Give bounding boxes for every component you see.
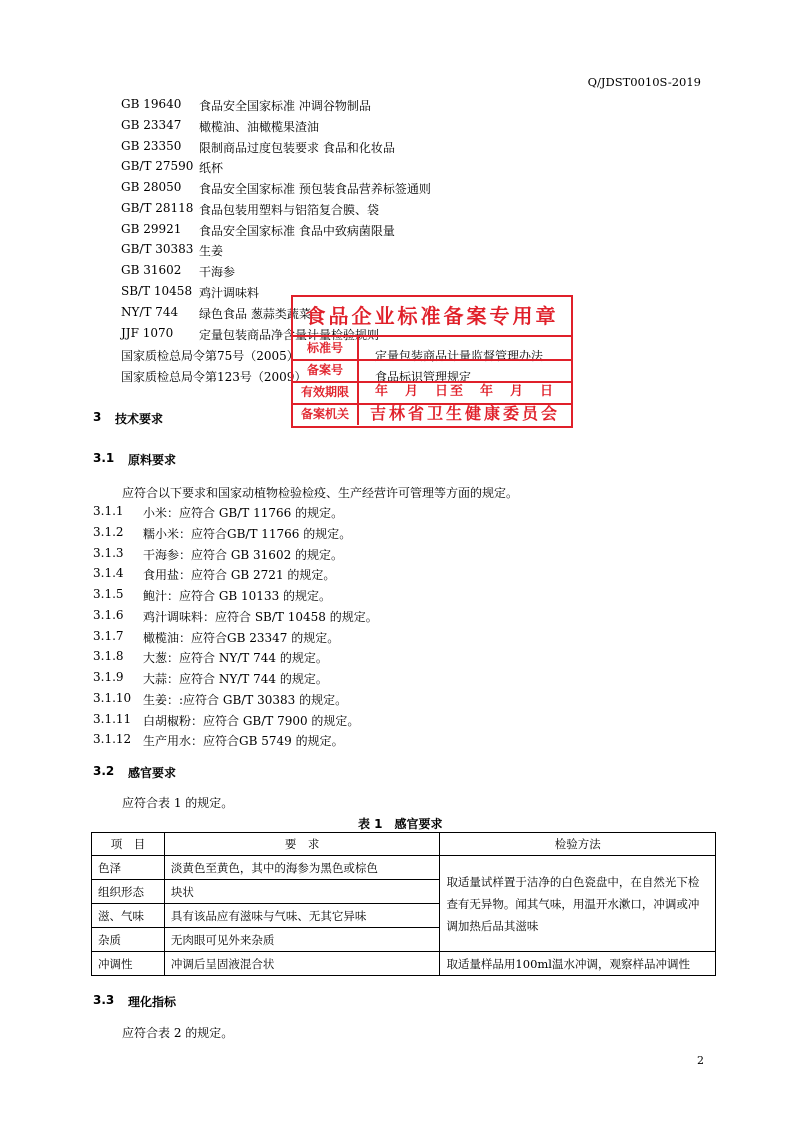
section-number: 3.1	[93, 451, 115, 465]
clause-text: 橄榄油：应符合GB 23347 的规定。	[143, 631, 340, 645]
document-code: Q/JDST0010S-2019	[587, 75, 701, 89]
standard-code: GB 19640	[121, 97, 182, 111]
clause-text: 大葱：应符合 NY/T 744 的规定。	[143, 651, 328, 665]
paragraph: 应符合以下要求和国家动植物检验检疫、生产经营许可管理等方面的规定。	[122, 486, 519, 500]
column-header: 要 求	[164, 833, 440, 856]
item-cell: 色泽	[92, 856, 165, 880]
clause-number: 3.1.1	[93, 504, 124, 518]
standard-title: 食品安全国家标准 预包装食品营养标签通则	[199, 182, 431, 196]
item-cell: 滋、气味	[92, 904, 165, 928]
standard-title: 食品标识管理规定	[375, 370, 472, 384]
standard-title: 绿色食品 葱蒜类蔬菜	[199, 307, 311, 321]
stamp-title: 食品企业标准备案专用章	[293, 297, 571, 337]
clause-text: 鸡汁调味料：应符合 SB/T 10458 的规定。	[143, 610, 378, 624]
stamp-row	[293, 337, 571, 361]
standard-title: 纸杯	[199, 161, 224, 175]
sensory-requirements-table	[91, 832, 716, 976]
paragraph: 应符合表 1 的规定。	[122, 796, 234, 810]
requirement-cell: 无肉眼可见外来杂质	[164, 928, 440, 952]
clause-number: 3.1.8	[93, 649, 124, 663]
standard-title: 定量包装商品计量监督管理办法	[375, 349, 544, 363]
standard-code: GB 23347	[121, 118, 182, 132]
item-cell: 冲调性	[92, 952, 165, 976]
clause-number: 3.1.3	[93, 546, 124, 560]
requirement-cell: 块状	[164, 880, 440, 904]
clause-number: 3.1.9	[93, 670, 124, 684]
standard-title: 食品安全国家标准 食品中致病菌限量	[199, 224, 395, 238]
table-row	[92, 952, 716, 976]
section-title: 感官要求	[128, 766, 177, 780]
standard-code: 国家质检总局令第123号（2009）	[121, 370, 307, 384]
table-row	[92, 856, 716, 880]
clause-text: 大蒜：应符合 NY/T 744 的规定。	[143, 672, 328, 686]
stamp-label: 备案号	[293, 359, 359, 381]
clause-number: 3.1.2	[93, 525, 124, 539]
standard-code: GB 29921	[121, 222, 182, 236]
column-header: 检验方法	[440, 833, 716, 856]
standard-title: 干海参	[199, 265, 236, 279]
standard-title: 限制商品过度包装要求 食品和化妆品	[199, 141, 395, 155]
stamp-label: 标准号	[293, 337, 359, 359]
clause-number: 3.1.6	[93, 608, 124, 622]
section-number: 3.3	[93, 993, 115, 1007]
standard-code: GB/T 28118	[121, 201, 194, 215]
method-cell: 取适量样品用100ml温水冲调，观察样品冲调性	[440, 952, 716, 976]
filing-stamp	[291, 295, 573, 428]
stamp-label: 有效期限	[293, 381, 359, 403]
section-number: 3.2	[93, 764, 115, 778]
standard-title: 鸡汁调味料	[199, 286, 260, 300]
method-cell: 取适量试样置于洁净的白色瓷盘中，在自然光下检查有无异物。闻其气味，用温开水漱口，冲调或冲调加热后品其滋味	[440, 856, 716, 952]
page-number: 2	[697, 1054, 704, 1067]
section-title: 技术要求	[115, 412, 164, 426]
clause-text: 生产用水：应符合GB 5749 的规定。	[143, 734, 344, 748]
column-header: 项 目	[92, 833, 165, 856]
table-caption: 表 1 感官要求	[358, 817, 443, 831]
table-header-row	[92, 833, 716, 856]
standard-code: GB 23350	[121, 139, 182, 153]
stamp-value: 吉林省卫生健康委员会	[369, 404, 560, 423]
stamp-label: 备案机关	[293, 403, 359, 425]
standard-title: 定量包装商品净含量计量检验规则	[199, 328, 380, 342]
clause-number: 3.1.4	[93, 566, 124, 580]
clause-text: 白胡椒粉：应符合 GB/T 7900 的规定。	[143, 714, 360, 728]
section-title: 原料要求	[128, 453, 177, 467]
standard-title: 橄榄油、油橄榄果渣油	[199, 120, 320, 134]
stamp-value: 年 月 日至 年 月 日	[374, 384, 555, 399]
standard-code: NY/T 744	[121, 305, 179, 319]
clause-text: 生姜：:应符合 GB/T 30383 的规定。	[143, 693, 348, 707]
clause-text: 糯小米：应符合GB/T 11766 的规定。	[143, 527, 352, 541]
standard-code: GB 31602	[121, 263, 182, 277]
standard-code: 国家质检总局令第75号（2005）	[121, 349, 299, 363]
standard-title: 食品安全国家标准 冲调谷物制品	[199, 99, 371, 113]
clause-number: 3.1.5	[93, 587, 124, 601]
standard-code: GB 28050	[121, 180, 182, 194]
stamp-row	[293, 381, 571, 405]
stamp-row	[293, 359, 571, 383]
stamp-value	[361, 337, 569, 359]
standard-code: GB/T 27590	[121, 159, 194, 173]
paragraph: 应符合表 2 的规定。	[122, 1026, 234, 1040]
standard-title: 生姜	[199, 244, 224, 258]
item-cell: 杂质	[92, 928, 165, 952]
clause-number: 3.1.12	[93, 732, 132, 746]
standard-title: 食品包装用塑料与铝箔复合膜、袋	[199, 203, 380, 217]
stamp-row	[293, 403, 571, 425]
section-title: 理化指标	[128, 995, 177, 1009]
clause-text: 食用盐：应符合 GB 2721 的规定。	[143, 568, 336, 582]
section-number: 3	[93, 410, 102, 424]
clause-number: 3.1.7	[93, 629, 124, 643]
standard-code: GB/T 30383	[121, 242, 194, 256]
requirement-cell: 具有该品应有滋味与气味、无其它异味	[164, 904, 440, 928]
standard-code: SB/T 10458	[121, 284, 193, 298]
stamp-value	[361, 359, 569, 381]
clause-text: 小米：应符合 GB/T 11766 的规定。	[143, 506, 344, 520]
clause-number: 3.1.11	[93, 712, 132, 726]
clause-number: 3.1.10	[93, 691, 132, 705]
item-cell: 组织形态	[92, 880, 165, 904]
clause-text: 干海参：应符合 GB 31602 的规定。	[143, 548, 344, 562]
standard-code: JJF 1070	[121, 326, 174, 340]
requirement-cell: 淡黄色至黄色，其中的海参为黑色或棕色	[164, 856, 440, 880]
clause-text: 鲍汁：应符合 GB 10133 的规定。	[143, 589, 332, 603]
requirement-cell: 冲调后呈固液混合状	[164, 952, 440, 976]
